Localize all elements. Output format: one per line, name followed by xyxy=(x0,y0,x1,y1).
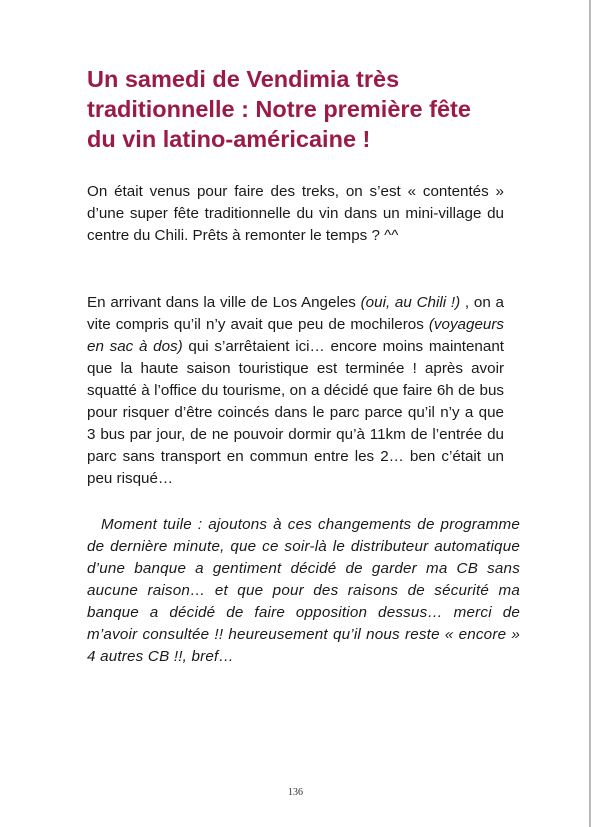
anecdote-paragraph xyxy=(87,514,520,668)
arrival-text-2: , on a vite compris qu’il n’y avait que peu de mochileros xyxy=(87,294,504,333)
arrival-aside-2: (voyageurs en sac à dos) xyxy=(87,316,504,355)
title-line-2: traditionnelle : Notre première fête xyxy=(87,96,471,122)
title-line-3: du vin latino-américaine ! xyxy=(87,126,371,152)
title-line-1: Un samedi de Vendimia très xyxy=(87,66,400,92)
chapter-title xyxy=(87,64,517,154)
intro-paragraph: On était venus pour faire des treks, on s’est « contentés » d’une super fête traditionnelle du vin dans un mini-village du centre du Chili. Prêts à remonter le temps ? ^^ xyxy=(87,183,504,244)
arrival-text-1: En arrivant dans la ville de Los Angeles xyxy=(87,294,361,311)
arrival-paragraph xyxy=(87,292,504,490)
page-number: 136 xyxy=(288,787,303,798)
arrival-text-3: qui s’arrêtaient ici… encore moins maintenant que la haute saison touristique est terminée ! après avoir squatté à l’office du tourisme, on a décidé que faire 6h de bus pour risquer d’être coincés dans le parc parce qu’il n’y a que 3 bus par jour, de ne pouvoir dormir qu’à 11km de l’entrée du parc sans transport en commun entre les 2… ben c’était un peu risqué… xyxy=(87,338,504,487)
anecdote-text: Moment tuile : ajoutons à ces changements de programme de dernière minute, que ce soir-là le distributeur automatique d’une banque a gentiment décidé de garder ma CB sans aucune raison… et que pour des raisons de sécurité ma banque a décidé de faire opposition dessus… merci de m’avoir consultée !! heureusement qu’il nous reste « encore » 4 autres CB !!, bref… xyxy=(87,516,520,665)
arrival-aside-1: (oui, au Chili !) xyxy=(360,294,461,311)
